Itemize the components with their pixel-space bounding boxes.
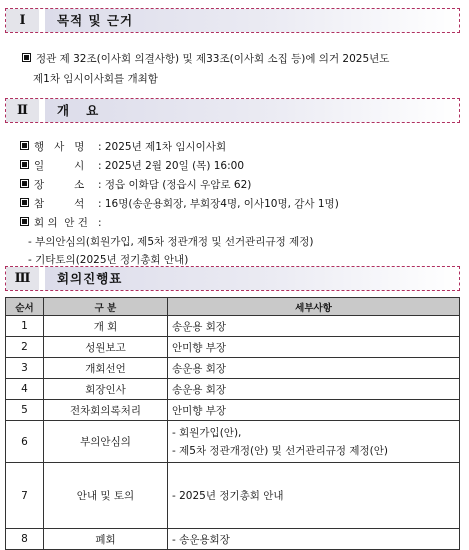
detail-line: - 회원가입(안), bbox=[172, 426, 242, 439]
square-bullet-icon bbox=[20, 160, 29, 169]
table-row: 3 개회선언 송운용 회장 bbox=[6, 358, 460, 379]
overview-row-event: 행 사 명 : 2025년 제1차 임시이사회 bbox=[20, 139, 226, 154]
section-1-header bbox=[5, 8, 460, 33]
table-row: 5 전차회의록처리 안미향 부장 bbox=[6, 400, 460, 421]
table-row: 1 개 회 송운용 회장 bbox=[6, 316, 460, 337]
table-row: 8 폐회 - 송운용회장 bbox=[6, 529, 460, 550]
section-1-text-line2: 제1차 임시이사회를 개최함 bbox=[33, 73, 158, 85]
section-1-text-cont bbox=[33, 69, 158, 89]
section-2-number: Ⅱ bbox=[6, 99, 40, 122]
table-row: 7 안내 및 토의 - 2025년 정기총회 안내 bbox=[6, 463, 460, 529]
agenda-item: - 부의안심의(회원가입, 제5차 정관개정 및 선거관리규정 제정) bbox=[28, 236, 314, 248]
overview-row-date: 일 시 : 2025년 2월 20일 (목) 16:00 bbox=[20, 158, 244, 173]
agenda-item: - 기타토의(2025년 정기총회 안내) bbox=[28, 254, 189, 266]
table-row: 2 성원보고 안미향 부장 bbox=[6, 337, 460, 358]
table-row: 4 회장인사 송운용 회장 bbox=[6, 379, 460, 400]
section-3-number: Ⅲ bbox=[6, 267, 40, 290]
detail-line: - 제5차 정관개정(안) 및 선거관리규정 제정(안) bbox=[172, 444, 388, 457]
column-header-category: 구 분 bbox=[44, 298, 168, 316]
section-2-title: 개 요 bbox=[45, 99, 459, 122]
column-header-detail: 세부사항 bbox=[168, 298, 460, 316]
section-1-text bbox=[22, 49, 389, 69]
square-bullet-icon bbox=[20, 198, 29, 207]
section-2-header bbox=[5, 98, 460, 123]
section-1-text-line1: 정관 제 32조(이사회 의결사항) 및 제33조(이사회 소집 등)에 의거 2025년도 bbox=[36, 53, 390, 65]
section-3-title: 회의진행표 bbox=[45, 267, 459, 290]
section-1-number: Ⅰ bbox=[6, 9, 40, 32]
overview-row-attendance: 참 석 : 16명(송운용회장, 부회장4명, 이사10명, 감사 1명) bbox=[20, 196, 339, 211]
square-bullet-icon bbox=[20, 217, 29, 226]
column-header-order: 순서 bbox=[6, 298, 44, 316]
overview-row-place: 장 소 : 정읍 이화담 (정읍시 우암로 62) bbox=[20, 177, 251, 192]
square-bullet-icon bbox=[22, 53, 31, 62]
table-row: 6 부의안심의 - 회원가입(안), - 제5차 정관개정(안) 및 선거관리규정 제정(안) bbox=[6, 421, 460, 463]
table-header-row bbox=[6, 298, 460, 316]
section-1-title: 목적 및 근거 bbox=[45, 9, 459, 32]
overview-row-agenda: 회 의 안 건 : bbox=[20, 215, 102, 230]
meeting-progress-table bbox=[5, 297, 460, 550]
section-3-header bbox=[5, 266, 460, 291]
square-bullet-icon bbox=[20, 141, 29, 150]
square-bullet-icon bbox=[20, 179, 29, 188]
